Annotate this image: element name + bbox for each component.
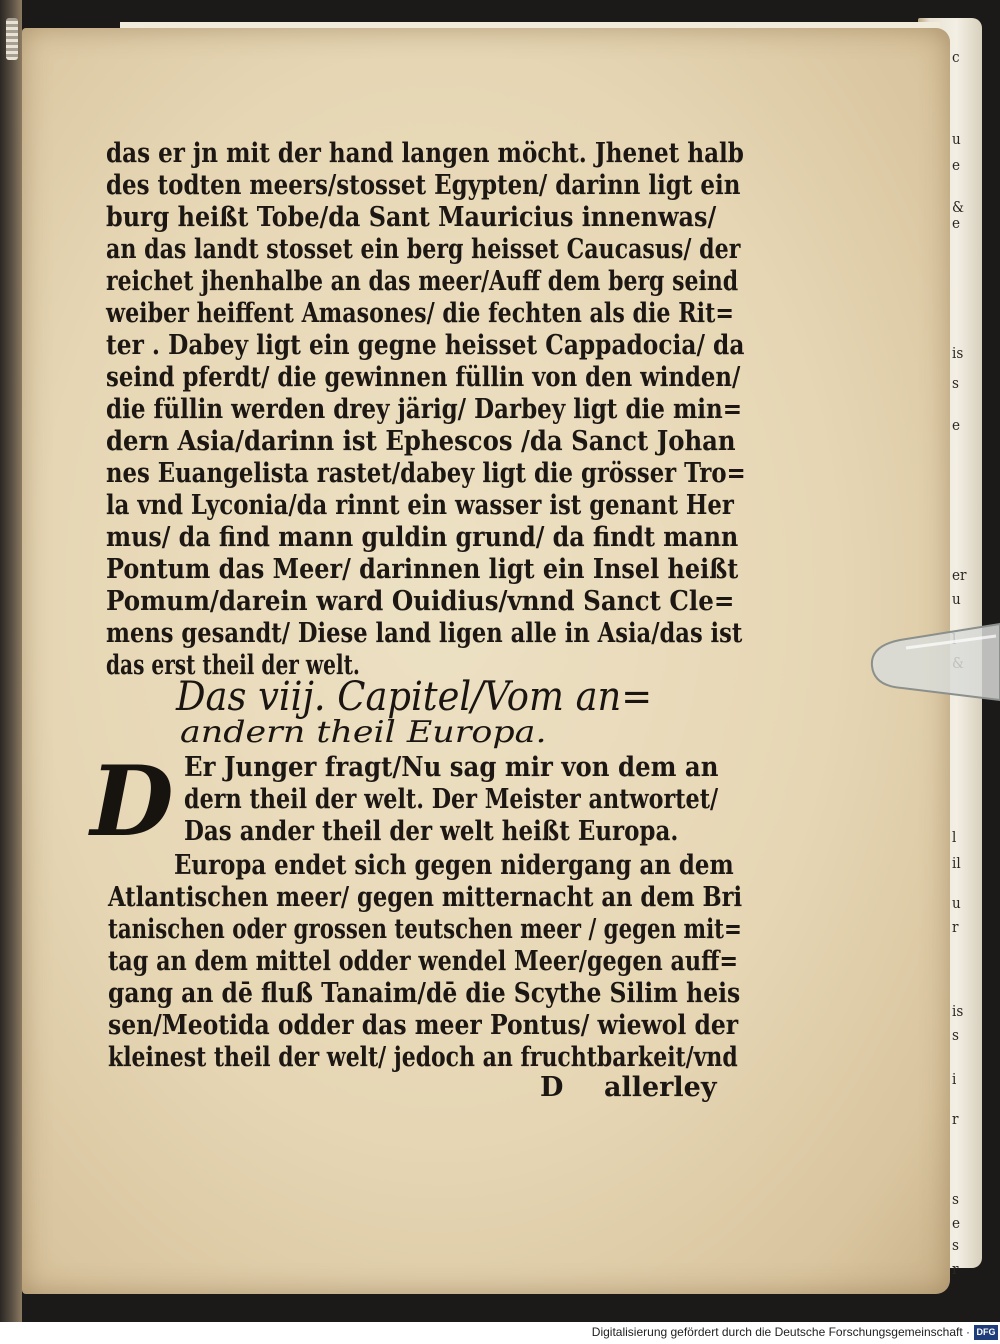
edge-text-fragment: i — [952, 1070, 957, 1088]
text-line: burg heißt Tobe/da Sant Mauricius innenwas/ — [106, 202, 717, 233]
text-line: la vnd Lyconia/da rinnt ein wasser ist genant Her — [106, 490, 734, 521]
dialogue-line: Er Junger fragt/Nu sag mir von dem an — [184, 752, 719, 783]
text-line: des todten meers/stosset Egypten/ darinn ligt ein — [106, 170, 741, 201]
signature-mark: D — [540, 1072, 564, 1103]
page-clamp-icon — [866, 618, 1000, 708]
edge-text-fragment: er — [952, 566, 967, 584]
edge-text-fragment: & — [952, 198, 965, 216]
dialogue-line: dern theil der welt. Der Meister antwortet/ — [184, 784, 719, 815]
edge-text-fragment: is — [952, 1002, 964, 1020]
body-line: tanischen oder grossen teutschen meer / gegen mit= — [108, 914, 742, 945]
text-line: Pontum das Meer/ darinnen ligt ein Insel heißt — [106, 554, 739, 585]
text-line: das erst theil der welt. — [106, 650, 360, 681]
edge-text-fragment: s — [952, 374, 959, 392]
book-spine — [0, 0, 22, 1322]
text-line: dern Asia/darinn ist Ephescos /da Sanct Johan — [106, 426, 736, 457]
edge-text-fragment: e — [952, 214, 961, 232]
edge-text-fragment: e — [952, 416, 961, 434]
body-line: gang an dē fluß Tanaim/dē die Scythe Silim heis — [108, 978, 741, 1009]
edge-text-fragment: u — [952, 590, 961, 608]
text-line: nes Euangelista rastet/dabey ligt die grösser Tro= — [106, 458, 746, 489]
edge-text-fragment: il — [952, 854, 961, 872]
text-line: mus/ da find mann guldin grund/ da findt mann — [106, 522, 739, 553]
text-line: an das landt stosset ein berg heisset Caucasus/ der — [106, 234, 741, 265]
edge-text-fragment: c — [952, 48, 960, 66]
body-line: Atlantischen meer/ gegen mitternacht an dem Bri — [108, 882, 743, 913]
edge-text-fragment: s — [952, 1236, 959, 1254]
dialogue-line: Das ander theil der welt heißt Europa. — [184, 816, 679, 847]
edge-text-fragment: is — [952, 344, 964, 362]
text-line: Pomum/darein ward Ouidius/vnnd Sanct Cle= — [106, 586, 735, 617]
edge-text-fragment: s — [952, 1190, 959, 1208]
catchword: allerley — [604, 1072, 717, 1103]
edge-text-fragment: l — [952, 828, 957, 846]
edge-text-fragment: e — [952, 1214, 961, 1232]
decorated-initial: D — [90, 745, 174, 858]
text-line: weiber heiffent Amasones/ die fechten als die Rit= — [106, 298, 734, 329]
text-line: die füllin werden drey järig/ Darbey ligt die min= — [106, 394, 743, 425]
edge-text-fragment: r — [952, 1260, 959, 1278]
edge-text-fragment: r — [952, 1110, 959, 1128]
edge-text-fragment: u — [952, 130, 961, 148]
chapter-heading: Das viij. Capitel/Vom an= — [176, 674, 653, 720]
text-line: das er jn mit der hand langen möcht. Jhenet halb — [106, 138, 744, 169]
body-line: sen/Meotida odder das meer Pontus/ wiewol der — [108, 1010, 739, 1041]
dfg-logo: DFG — [974, 1325, 998, 1340]
body-line: kleinest theil der welt/ jedoch an fruchtbarkeit/vnd — [108, 1042, 738, 1073]
edge-text-fragment: u — [952, 894, 961, 912]
edge-text-fragment: r — [952, 918, 959, 936]
footer-bar — [0, 1322, 1000, 1344]
text-line: seind pferdt/ die gewinnen füllin von den winden/ — [106, 362, 741, 393]
binding-thread — [6, 18, 18, 60]
text-line: ter . Dabey ligt ein gegne heisset Cappadocia/ da — [106, 330, 745, 361]
text-line: reichet jhenhalbe an das meer/Auff dem berg seind — [106, 266, 739, 297]
body-line: tag an dem mittel odder wendel Meer/gegen auff= — [108, 946, 739, 977]
edge-text-fragment: e — [952, 156, 961, 174]
edge-text-fragment: s — [952, 1026, 959, 1044]
text-line: mens gesandt/ Diese land ligen alle in Asia/das ist — [106, 618, 743, 649]
body-line: Europa endet sich gegen nidergang an dem — [174, 850, 734, 881]
footer-credit: Digitalisierung gefördert durch die Deutsche Forschungsgemeinschaft · — [591, 1325, 970, 1339]
chapter-subheading: andern theil Europa. — [180, 715, 547, 750]
